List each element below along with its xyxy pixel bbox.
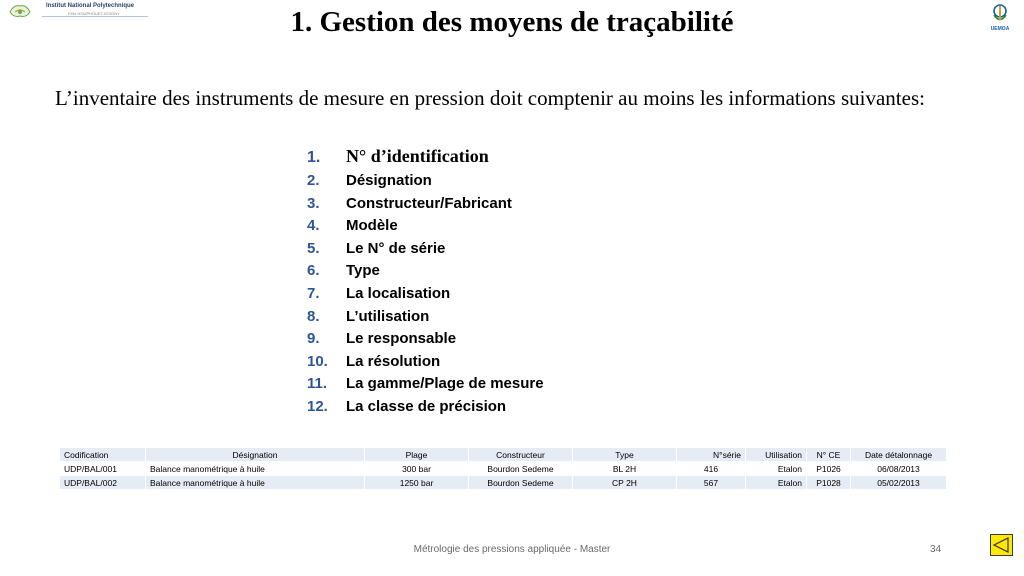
cell-type: BL 2H [573,462,677,476]
cell-utilisation: Etalon [746,476,807,490]
list-item-number: 9. [307,330,320,348]
cell-date: 05/02/2013 [851,476,947,490]
list-item [307,398,544,421]
list-item-label: L’utilisation [346,307,430,325]
list-item [307,240,544,263]
cell-plage: 300 bar [365,462,469,476]
list-item-number: 6. [307,262,320,280]
table-row [60,476,947,490]
list-item [307,217,544,240]
list-item [307,308,544,331]
cell-utilisation: Etalon [746,462,807,476]
list-item-number: 5. [307,239,320,257]
list-item [307,353,544,376]
cell-codification: UDP/BAL/001 [60,462,146,476]
back-nav-button[interactable] [990,534,1013,556]
list-item-label: Modèle [346,217,398,235]
slide-title: 1. Gestion des moyens de traçabilité [290,6,734,38]
list-item-label: Le N° de série [346,239,446,257]
cell-designation: Balance manométrique à huile [146,462,365,476]
cell-serie: 416 [677,462,746,476]
col-header-serie: N°série [677,448,746,462]
list-item-number: 7. [307,284,320,302]
col-header-utilisation: Utilisation [746,448,807,462]
col-header-date: Date détalonnage [851,448,947,462]
list-item [307,375,544,398]
table-row [60,462,947,476]
cell-serie: 567 [677,476,746,490]
list-item-label: La classe de précision [346,397,507,415]
list-item-label: N° d’identification [346,146,489,166]
col-header-type: Type [573,448,677,462]
list-item-label: La gamme/Plage de mesure [346,375,544,393]
cell-ce: P1028 [807,476,851,490]
list-item [307,195,544,218]
cell-codification: UDP/BAL/002 [60,476,146,490]
list-item-number: 3. [307,194,320,212]
cell-type: CP 2H [573,476,677,490]
cell-constructeur: Bourdon Sedeme [469,462,573,476]
institution-name: Institut National Polytechnique [46,3,135,9]
list-item-label: Type [346,262,380,280]
table-header-row [60,448,947,462]
col-header-plage: Plage [365,448,469,462]
list-item-label: Désignation [346,172,432,189]
institution-subname: Félix HOUPHOUËT-BOIGNY [68,11,120,16]
cell-plage: 1250 bar [365,476,469,490]
list-item [307,172,544,195]
uemoa-label: UEMOA [990,26,1010,32]
cell-ce: P1026 [807,462,851,476]
list-item [307,262,544,285]
list-item-number: 1. [307,149,321,166]
list-item-number: 11. [307,375,328,393]
list-item [307,330,544,353]
list-item-number: 12. [307,397,328,415]
list-item-number: 4. [307,217,320,235]
col-header-ce: N° CE [807,448,851,462]
info-list [307,146,544,421]
list-item-number: 8. [307,307,320,325]
list-item [307,146,544,172]
col-header-designation: Désignation [146,448,365,462]
list-item-label: La localisation [346,284,451,302]
list-item-label: Le responsable [346,330,457,348]
list-item [307,285,544,308]
list-item-label: La résolution [346,352,441,370]
col-header-constructeur: Constructeur [469,448,573,462]
triangle-left-icon [991,535,1012,555]
cell-date: 06/08/2013 [851,462,947,476]
list-item-label: Constructeur/Fabricant [346,194,512,212]
page-number: 34 [930,544,942,555]
intro-paragraph: L’inventaire des instruments de mesure en pression doit comptenir au moins les informations suivantes: [55,86,925,110]
list-item-number: 2. [307,172,320,189]
col-header-codification: Codification [60,448,146,462]
list-item-number: 10. [307,352,328,370]
cell-constructeur: Bourdon Sedeme [469,476,573,490]
cell-designation: Balance manométrique à huile [146,476,365,490]
instrument-table [60,448,947,490]
footer-text: Métrologie des pressions appliquée - Master [413,544,611,555]
